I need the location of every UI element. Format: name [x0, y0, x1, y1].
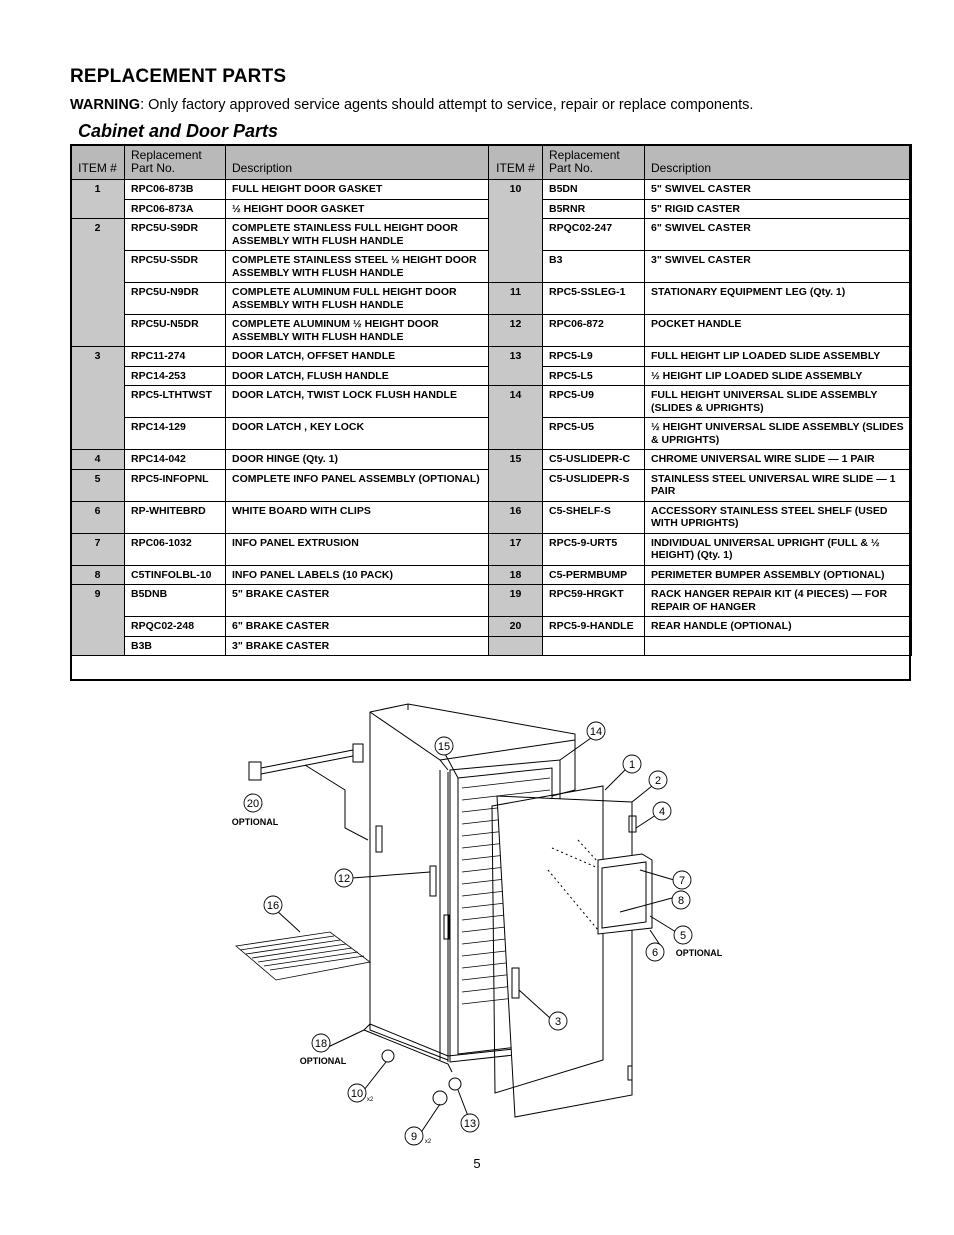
callout-label: 16	[266, 900, 280, 912]
part-number-cell: C5-USLIDEPR-C	[543, 450, 645, 470]
description-cell: 3" BRAKE CASTER	[226, 636, 489, 656]
caster-icon	[382, 1050, 461, 1105]
header-item-left: ITEM #	[71, 145, 125, 180]
optional-label-18: OPTIONAL	[299, 1056, 347, 1066]
description-cell: 5" RIGID CASTER	[645, 199, 912, 219]
description-cell: DOOR HINGE (Qty. 1)	[226, 450, 489, 470]
description-cell: COMPLETE ALUMINUM ½ HEIGHT DOOR ASSEMBLY WITH FLUSH HANDLE	[226, 315, 489, 347]
item-number-cell: 17	[489, 533, 543, 565]
item-number-cell: 7	[71, 533, 125, 565]
callout-18	[312, 1034, 330, 1052]
callout-6	[646, 943, 664, 961]
item-number-cell: 4	[71, 450, 125, 470]
description-cell: POCKET HANDLE	[645, 315, 912, 347]
part-number-cell: RPC14-042	[125, 450, 226, 470]
x2-label-9: x2	[424, 1139, 432, 1145]
callout-1	[623, 755, 641, 773]
item-number-cell: 11	[489, 283, 543, 315]
item-number-cell: 2	[71, 219, 125, 347]
callout-15	[435, 737, 453, 755]
part-number-cell: RPC5-LTHTWST	[125, 386, 226, 418]
door-icon	[492, 768, 636, 1117]
header-part-right: Replacement Part No.	[543, 145, 645, 180]
part-number-cell: RPC06-1032	[125, 533, 226, 565]
table-row	[71, 585, 912, 617]
description-cell: REAR HANDLE (OPTIONAL)	[645, 617, 912, 637]
part-number-cell: RPC5U-N5DR	[125, 315, 226, 347]
description-cell: RACK HANGER REPAIR KIT (4 PIECES) — FOR REPAIR OF HANGER	[645, 585, 912, 617]
description-cell: ½ HEIGHT DOOR GASKET	[226, 199, 489, 219]
callout-20	[244, 794, 262, 812]
callout-label: 15	[437, 741, 451, 753]
table-row	[71, 450, 912, 470]
item-number-cell: 9	[71, 585, 125, 656]
item-number-cell: 14	[489, 386, 543, 450]
item-number-cell: 16	[489, 501, 543, 533]
callout-16	[264, 896, 282, 914]
cabinet-diagram	[0, 690, 954, 1160]
warning-body: : Only factory approved service agents should attempt to service, repair or replace components.	[140, 97, 754, 113]
description-cell: ACCESSORY STAINLESS STEEL SHELF (USED WITH UPRIGHTS)	[645, 501, 912, 533]
description-cell: DOOR LATCH , KEY LOCK	[226, 418, 489, 450]
part-number-cell: RPC5-9-HANDLE	[543, 617, 645, 637]
callout-9	[405, 1127, 423, 1145]
shelf-icon	[236, 932, 370, 980]
description-cell: FULL HEIGHT LIP LOADED SLIDE ASSEMBLY	[645, 347, 912, 367]
empty-item-cell	[489, 636, 543, 656]
item-number-cell: 19	[489, 585, 543, 617]
page-number: 5	[473, 1156, 481, 1171]
part-number-cell: RPC5U-N9DR	[125, 283, 226, 315]
description-cell: PERIMETER BUMPER ASSEMBLY (OPTIONAL)	[645, 565, 912, 585]
callout-label: 4	[658, 806, 666, 818]
callout-label: 5	[679, 930, 687, 942]
part-number-cell: RPC06-872	[543, 315, 645, 347]
callout-7	[673, 871, 691, 889]
callout-14	[587, 722, 605, 740]
item-number-cell: 5	[71, 469, 125, 501]
part-number-cell: RPQC02-248	[125, 617, 226, 637]
callout-12	[335, 869, 353, 887]
callout-label: 3	[554, 1016, 562, 1028]
part-number-cell: RPC5-INFOPNL	[125, 469, 226, 501]
callout-label: 8	[677, 895, 685, 907]
part-number-cell: RPC06-873B	[125, 180, 226, 200]
part-number-cell: RPC5-U9	[543, 386, 645, 418]
empty-desc-cell	[645, 636, 912, 656]
x2-label-10: x2	[366, 1097, 374, 1103]
callout-label: 2	[654, 775, 662, 787]
table-row	[71, 565, 912, 585]
part-number-cell: RP-WHITEBRD	[125, 501, 226, 533]
table-row	[71, 347, 912, 367]
part-number-cell: RPQC02-247	[543, 219, 645, 251]
table-row	[71, 617, 912, 637]
item-number-cell: 3	[71, 347, 125, 450]
description-cell: FULL HEIGHT DOOR GASKET	[226, 180, 489, 200]
item-number-cell: 13	[489, 347, 543, 386]
callout-label: 18	[314, 1038, 328, 1050]
description-cell: DOOR LATCH, FLUSH HANDLE	[226, 366, 489, 386]
part-number-cell: RPC5U-S9DR	[125, 219, 226, 251]
table-row	[71, 386, 912, 418]
description-cell: COMPLETE ALUMINUM FULL HEIGHT DOOR ASSEMBLY WITH FLUSH HANDLE	[226, 283, 489, 315]
item-number-cell: 8	[71, 565, 125, 585]
callout-label: 13	[463, 1118, 477, 1130]
table-row	[71, 315, 912, 347]
part-number-cell: C5-USLIDEPR-S	[543, 469, 645, 501]
description-cell: ½ HEIGHT LIP LOADED SLIDE ASSEMBLY	[645, 366, 912, 386]
callout-4	[653, 802, 671, 820]
part-number-cell: RPC06-873A	[125, 199, 226, 219]
part-number-cell: B5DN	[543, 180, 645, 200]
description-cell: INFO PANEL LABELS (10 PACK)	[226, 565, 489, 585]
callout-label: 10	[350, 1088, 364, 1100]
item-number-cell: 15	[489, 450, 543, 502]
callout-3	[549, 1012, 567, 1030]
description-cell: FULL HEIGHT UNIVERSAL SLIDE ASSEMBLY (SLIDES & UPRIGHTS)	[645, 386, 912, 418]
header-item-right: ITEM #	[489, 145, 543, 180]
description-cell: COMPLETE STAINLESS STEEL ½ HEIGHT DOOR ASSEMBLY WITH FLUSH HANDLE	[226, 251, 489, 283]
callout-label: 6	[651, 947, 659, 959]
description-cell: COMPLETE STAINLESS FULL HEIGHT DOOR ASSEMBLY WITH FLUSH HANDLE	[226, 219, 489, 251]
description-cell: CHROME UNIVERSAL WIRE SLIDE — 1 PAIR	[645, 450, 912, 470]
callout-label: 14	[589, 726, 603, 738]
description-cell: INDIVIDUAL UNIVERSAL UPRIGHT (FULL & ½ HEIGHT) (Qty. 1)	[645, 533, 912, 565]
description-cell: 5" SWIVEL CASTER	[645, 180, 912, 200]
part-number-cell: B5RNR	[543, 199, 645, 219]
description-cell: DOOR LATCH, OFFSET HANDLE	[226, 347, 489, 367]
empty-part-cell	[543, 636, 645, 656]
callout-10	[348, 1084, 366, 1102]
callout-label: 7	[678, 875, 686, 887]
item-number-cell: 18	[489, 565, 543, 585]
warning-text	[70, 97, 753, 113]
part-number-cell: C5TINFOLBL-10	[125, 565, 226, 585]
callout-5	[674, 926, 692, 944]
part-number-cell: RPC5-L5	[543, 366, 645, 386]
description-cell: 6" SWIVEL CASTER	[645, 219, 912, 251]
part-number-cell: RPC5-SSLEG-1	[543, 283, 645, 315]
description-cell: STAINLESS STEEL UNIVERSAL WIRE SLIDE — 1 PAIR	[645, 469, 912, 501]
item-number-cell: 1	[71, 180, 125, 219]
part-number-cell: RPC11-274	[125, 347, 226, 367]
description-cell: WHITE BOARD WITH CLIPS	[226, 501, 489, 533]
header-desc-left: Description	[226, 145, 489, 180]
part-number-cell: B5DNB	[125, 585, 226, 617]
parts-table	[70, 144, 912, 656]
part-number-cell: C5-PERMBUMP	[543, 565, 645, 585]
subsection-heading: Cabinet and Door Parts	[78, 121, 279, 141]
item-number-cell: 12	[489, 315, 543, 347]
table-row	[71, 283, 912, 315]
table-row	[71, 180, 912, 200]
header-desc-right: Description	[645, 145, 912, 180]
callout-label: 12	[337, 873, 351, 885]
description-cell: DOOR LATCH, TWIST LOCK FLUSH HANDLE	[226, 386, 489, 418]
item-number-cell: 6	[71, 501, 125, 533]
description-cell: 5" BRAKE CASTER	[226, 585, 489, 617]
table-row	[71, 636, 912, 656]
callout-label: 20	[246, 798, 260, 810]
section-heading: REPLACEMENT PARTS	[70, 66, 287, 87]
part-number-cell: B3B	[125, 636, 226, 656]
part-number-cell: RPC5-9-URT5	[543, 533, 645, 565]
callout-8	[672, 891, 690, 909]
description-cell: 6" BRAKE CASTER	[226, 617, 489, 637]
part-number-cell: RPC5-U5	[543, 418, 645, 450]
part-number-cell: RPC14-129	[125, 418, 226, 450]
item-number-cell: 10	[489, 180, 543, 283]
part-number-cell: RPC5U-S5DR	[125, 251, 226, 283]
optional-label-20: OPTIONAL	[231, 817, 279, 827]
table-row	[71, 501, 912, 533]
item-number-cell: 20	[489, 617, 543, 637]
part-number-cell: RPC5-L9	[543, 347, 645, 367]
description-cell: ½ HEIGHT UNIVERSAL SLIDE ASSEMBLY (SLIDES & UPRIGHTS)	[645, 418, 912, 450]
optional-label-5: OPTIONAL	[675, 948, 723, 958]
part-number-cell: RPC14-253	[125, 366, 226, 386]
warning-label: WARNING	[70, 97, 141, 113]
part-number-cell: RPC59-HRGKT	[543, 585, 645, 617]
description-cell: COMPLETE INFO PANEL ASSEMBLY (OPTIONAL)	[226, 469, 489, 501]
description-cell: STATIONARY EQUIPMENT LEG (Qty. 1)	[645, 283, 912, 315]
callout-13	[461, 1114, 479, 1132]
description-cell: INFO PANEL EXTRUSION	[226, 533, 489, 565]
header-part-left: Replacement Part No.	[125, 145, 226, 180]
description-cell: 3" SWIVEL CASTER	[645, 251, 912, 283]
table-row	[71, 533, 912, 565]
callout-label: 9	[410, 1131, 418, 1143]
part-number-cell: C5-SHELF-S	[543, 501, 645, 533]
part-number-cell: B3	[543, 251, 645, 283]
callout-2	[649, 771, 667, 789]
callout-label: 1	[628, 759, 636, 771]
